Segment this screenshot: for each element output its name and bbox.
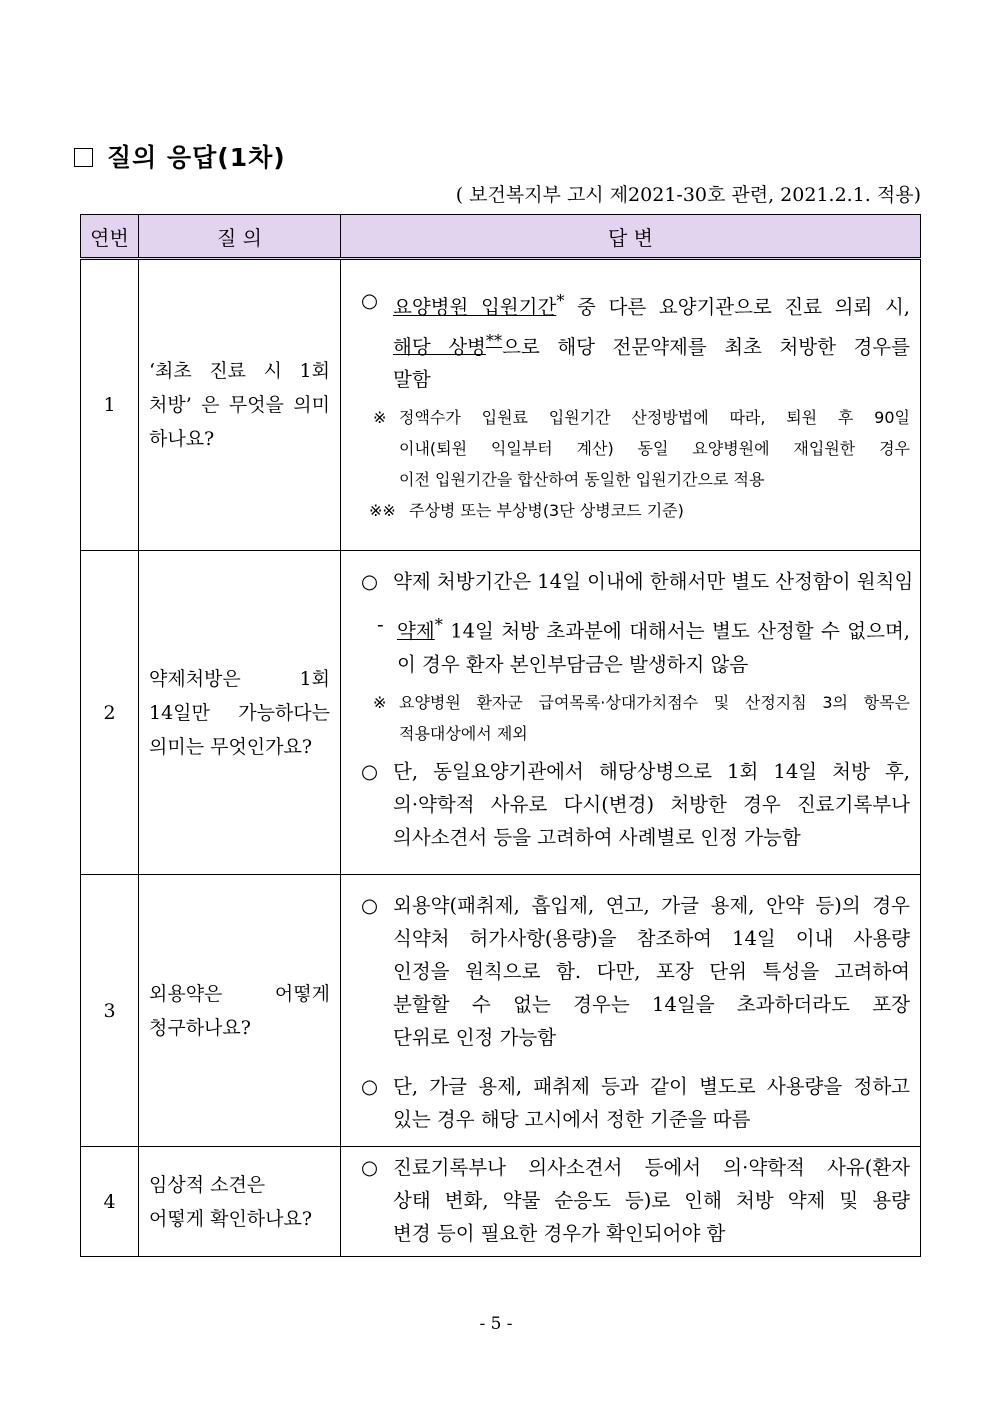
question-line: 청구하나요? [149,1016,251,1039]
answer-text: 진료기록부나 의사소견서 등에서 의·약학적 사유(환자 [393,1156,910,1179]
answer-text: 으로 해당 전문약제를 최초 처방한 경우를 [502,335,910,358]
footnote-mark: ** [485,330,503,350]
answer-paragraph [351,565,914,598]
answer-text: 있는 경우 해당 고시에서 정한 기준을 따름 [393,1108,751,1131]
question-line: 어떻게 확인하나요? [149,1207,313,1230]
question-line: 외용약은 어떻게 [149,982,330,1005]
answer-text: 의·약학적 사유로 다시(변경) 처방한 경우 진료기록부나 [393,792,910,816]
answer-sub-item [351,608,910,681]
answer-paragraph [351,1070,910,1136]
circle-bullet-icon: ○ [361,894,379,917]
question-cell [139,551,341,875]
circle-bullet-icon: ○ [361,759,379,783]
answer-note [351,495,910,526]
question-line: 처방’ 은 무엇을 의미 [149,394,330,416]
answer-text: 변경 등이 필요한 경우가 확인되어야 함 [393,1222,726,1245]
answer-text: 약제 처방기간은 14일 이내에 한해서만 별도 산정함이 원칙임 [393,570,914,593]
answer-cell [341,1147,921,1257]
footnote-mark: * [434,615,443,634]
reference-note: ( 보건복지부 고시 제2021-30호 관련, 2021.2.1. 적용) [455,184,921,206]
circle-bullet-icon: ○ [361,1156,379,1179]
section-title: 질의 응답(1차) [107,143,286,172]
circle-bullet-icon: ○ [361,1075,379,1098]
answer-text: 단위로 인정 가능함 [393,1026,557,1049]
circle-bullet-icon: ○ [361,289,379,312]
row-number: 2 [81,551,139,875]
question-line: 약제처방은 1회 [149,667,330,690]
answer-text: 상태 변화, 약물 순응도 등)로 인해 처방 약제 및 용량 [393,1189,910,1212]
note-line: 이내(퇴원 익일부터 계산) 동일 요양병원에 재입원한 경우 [399,439,910,458]
answer-text: 외용약(패취제, 흡입제, 연고, 가글 용제, 안약 등)의 경우 [393,894,910,917]
checkbox-square-icon [74,148,93,167]
answer-text: 단, 가글 용제, 패취제 등과 같이 별도로 사용량을 정하고 [393,1075,910,1098]
answer-text: 식약처 허가사항(용량)을 참조하여 14일 이내 사용량 [393,927,910,950]
underlined-term: 약제 [397,619,435,643]
header-no: 연번 [81,215,139,259]
answer-note [351,687,910,749]
answer-text: 단, 동일요양기관에서 해당상병으로 1회 14일 처방 후, [393,759,910,783]
answer-text: 분할할 수 없는 경우는 14일을 초과하더라도 포장 [393,993,910,1016]
question-line: 14일만 가능하다는 [149,701,330,724]
note-line: 적용대상에서 제외 [399,723,528,743]
page-number: - 5 - [479,1314,513,1334]
answer-cell [341,259,921,551]
answer-paragraph [351,1151,910,1250]
reference-mark-icon: ※※ [369,501,396,520]
answer-text: 말함 [393,368,431,391]
table-row [81,875,921,1147]
table-row [81,259,921,551]
header-answer: 답 변 [341,215,921,259]
row-number: 1 [81,259,139,551]
header-question: 질 의 [139,215,341,259]
answer-cell [341,875,921,1147]
reference-mark-icon: ※ [373,692,387,712]
answer-cell [341,551,921,875]
answer-note [351,402,910,495]
answer-paragraph [351,755,910,854]
table-row [81,551,921,875]
answer-text: 의사소견서 등을 고려하여 사례별로 인정 가능함 [393,825,801,849]
answer-paragraph [351,284,910,396]
underlined-term: 해당 상병 [393,335,486,358]
question-line: 하나요? [149,428,215,450]
note-line: 요양병원 환자군 급여목록·상대가치점수 및 산정지침 3의 항목은 [399,692,910,712]
answer-text: 14일 처방 초과분에 대해서는 별도 산정할 수 없으며, [442,619,910,643]
answer-text: 인정을 원칙으로 함. 다만, 포장 단위 특성을 고려하여 [393,960,910,983]
qa-table [80,214,921,1257]
question-cell [139,1147,341,1257]
note-line: 주상병 또는 부상병(3단 상병코드 기준) [409,501,684,520]
question-cell [139,259,341,551]
question-line: ‘최초 진료 시 1회 [149,360,330,382]
note-line: 이전 입원기간을 합산하여 동일한 입원기간으로 적용 [399,470,765,489]
note-line: 정액수가 입원료 입원기간 산정방법에 따라, 퇴원 후 90일 [399,408,910,427]
section-heading [74,138,286,174]
table-header-row [81,215,921,259]
row-number: 3 [81,875,139,1147]
dash-bullet: - [377,613,384,636]
footnote-mark: * [556,291,565,310]
answer-paragraph [351,889,910,1054]
question-line: 의미는 무엇인가요? [149,735,313,758]
circle-bullet-icon: ○ [361,570,379,593]
answer-text: 이 경우 환자 본인부담금은 발생하지 않음 [397,652,749,676]
underlined-term: 요양병원 입원기간 [393,295,557,319]
reference-mark-icon: ※ [373,408,387,427]
answer-text: 중 다른 요양기관으로 진료 의뢰 시, [564,295,910,319]
row-number: 4 [81,1147,139,1257]
table-row [81,1147,921,1257]
question-line: 임상적 소견은 [149,1173,266,1196]
question-cell [139,875,341,1147]
